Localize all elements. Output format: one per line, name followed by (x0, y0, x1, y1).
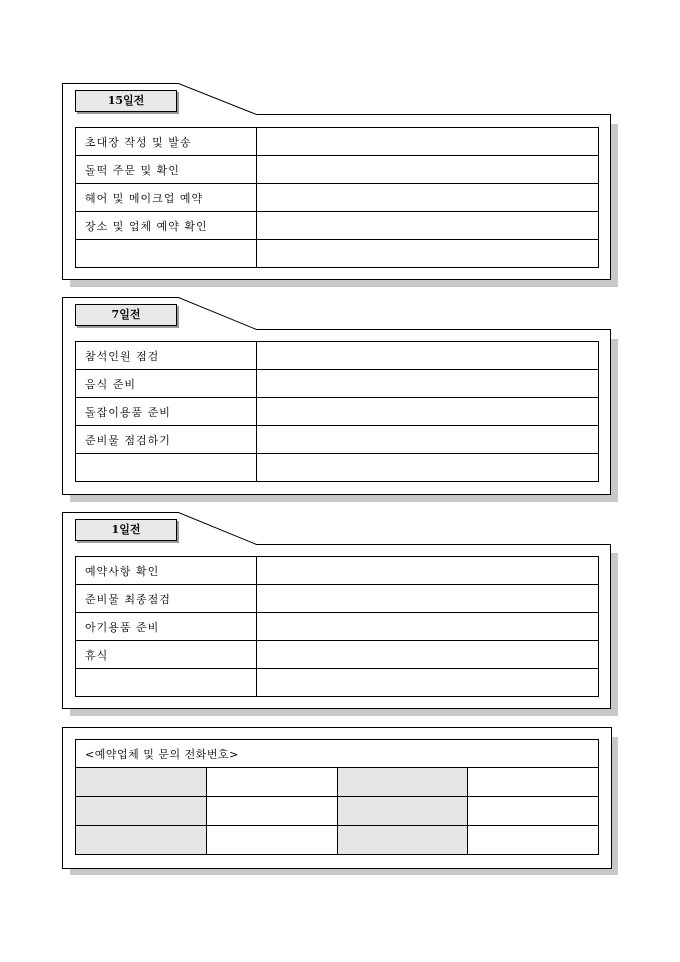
phone-number-cell[interactable] (206, 768, 337, 797)
task-cell: 음식 준비 (76, 370, 257, 398)
table-row (76, 613, 599, 641)
note-cell[interactable] (257, 585, 599, 613)
contacts-heading: <예약업체 및 문의 전화번호> (76, 740, 599, 768)
contacts-table (75, 739, 599, 855)
task-cell: 예약사항 확인 (76, 557, 257, 585)
task-cell: 돌잡이용품 준비 (76, 398, 257, 426)
task-cell: 준비물 최종점검 (76, 585, 257, 613)
table-row (76, 826, 599, 855)
table-row (76, 641, 599, 669)
table-row (76, 585, 599, 613)
task-cell: 장소 및 업체 예약 확인 (76, 212, 257, 240)
task-cell: 참석인원 점검 (76, 342, 257, 370)
vendor-name-cell[interactable] (337, 768, 468, 797)
note-cell[interactable] (257, 669, 599, 697)
vendor-name-cell[interactable] (337, 797, 468, 826)
section-label: 7일전 (75, 304, 177, 326)
phone-number-cell[interactable] (468, 768, 599, 797)
vendor-name-cell[interactable] (76, 768, 207, 797)
phone-number-cell[interactable] (468, 797, 599, 826)
task-table (75, 556, 599, 697)
note-cell[interactable] (257, 613, 599, 641)
task-cell: 휴식 (76, 641, 257, 669)
section-label: 1일전 (75, 519, 177, 541)
phone-number-cell[interactable] (206, 797, 337, 826)
vendor-name-cell[interactable] (76, 797, 207, 826)
table-row (76, 669, 599, 697)
vendor-name-cell[interactable] (76, 826, 207, 855)
phone-number-cell[interactable] (468, 826, 599, 855)
task-cell: 아기용품 준비 (76, 613, 257, 641)
task-cell: 초대장 작성 및 발송 (76, 128, 257, 156)
task-cell: 돌떡 주문 및 확인 (76, 156, 257, 184)
table-row (76, 797, 599, 826)
phone-number-cell[interactable] (206, 826, 337, 855)
task-cell: 준비물 점검하기 (76, 426, 257, 454)
task-cell[interactable] (76, 669, 257, 697)
table-row (76, 557, 599, 585)
table-row (76, 768, 599, 797)
task-cell: 헤어 및 메이크업 예약 (76, 184, 257, 212)
section-label: 15일전 (75, 90, 177, 112)
table-row (76, 740, 599, 768)
note-cell[interactable] (257, 557, 599, 585)
note-cell[interactable] (257, 641, 599, 669)
vendor-name-cell[interactable] (337, 826, 468, 855)
